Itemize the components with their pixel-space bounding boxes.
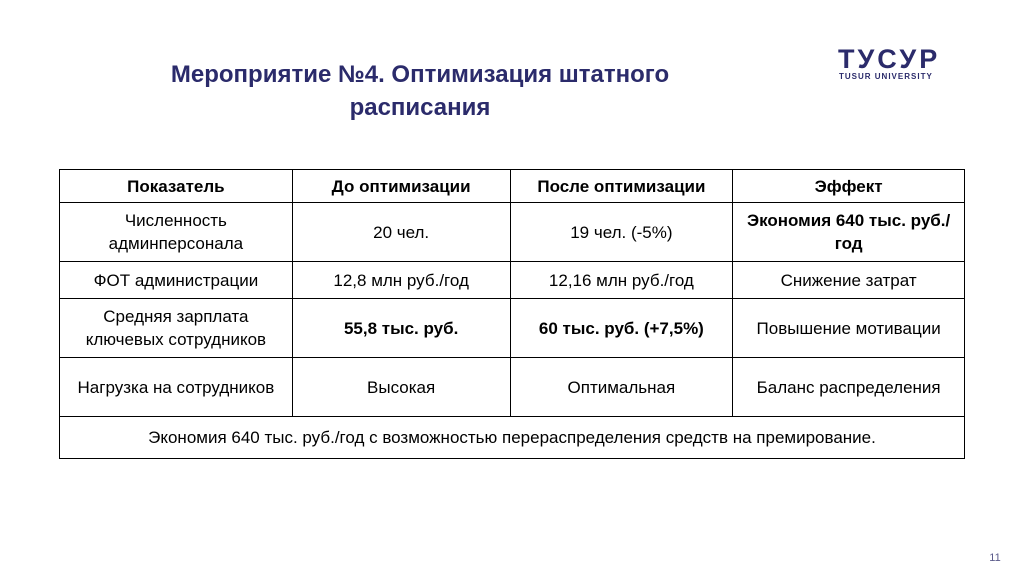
table-row: [60, 203, 965, 262]
table-cell: Численность админперсонала: [60, 203, 293, 262]
table-cell: Оптимальная: [510, 358, 733, 417]
table-header-row: [60, 170, 965, 203]
tusur-logo: [838, 45, 958, 85]
table-cell: Повышение мотивации: [733, 299, 965, 358]
slide-title: [90, 58, 750, 124]
table-row: [60, 358, 965, 417]
table-cell: 60 тыс. руб. (+7,5%): [510, 299, 733, 358]
table-cell: 19 чел. (-5%): [510, 203, 733, 262]
table-cell: Средняя зарплата ключевых сотрудников: [60, 299, 293, 358]
header-before: До оптимизации: [292, 170, 510, 203]
table-row: [60, 262, 965, 299]
header-after: После оптимизации: [510, 170, 733, 203]
table-cell: Баланс распределения: [733, 358, 965, 417]
table-cell: ФОТ администрации: [60, 262, 293, 299]
table-cell: Снижение затрат: [733, 262, 965, 299]
table-cell: 55,8 тыс. руб.: [292, 299, 510, 358]
table-summary-row: [60, 417, 965, 459]
table-cell: Высокая: [292, 358, 510, 417]
table-cell: 12,16 млн руб./год: [510, 262, 733, 299]
logo-main-text: ТУСУР: [838, 44, 941, 74]
table-cell: Нагрузка на сотрудников: [60, 358, 293, 417]
optimization-table: [59, 169, 965, 459]
logo-sub-text: TUSUR UNIVERSITY: [839, 72, 933, 81]
table-cell: Экономия 640 тыс. руб./год: [733, 203, 965, 262]
table-cell: 20 чел.: [292, 203, 510, 262]
header-effect: Эффект: [733, 170, 965, 203]
table-cell: 12,8 млн руб./год: [292, 262, 510, 299]
table-row: [60, 299, 965, 358]
page-number: 11: [989, 552, 1001, 564]
slide-title-line1: Мероприятие №4. Оптимизация штатного: [170, 61, 670, 88]
summary-cell: Экономия 640 тыс. руб./год с возможностью перераспределения средств на премирование.: [60, 417, 965, 459]
header-indicator: Показатель: [60, 170, 293, 203]
slide-title-line2: расписания: [349, 94, 491, 121]
